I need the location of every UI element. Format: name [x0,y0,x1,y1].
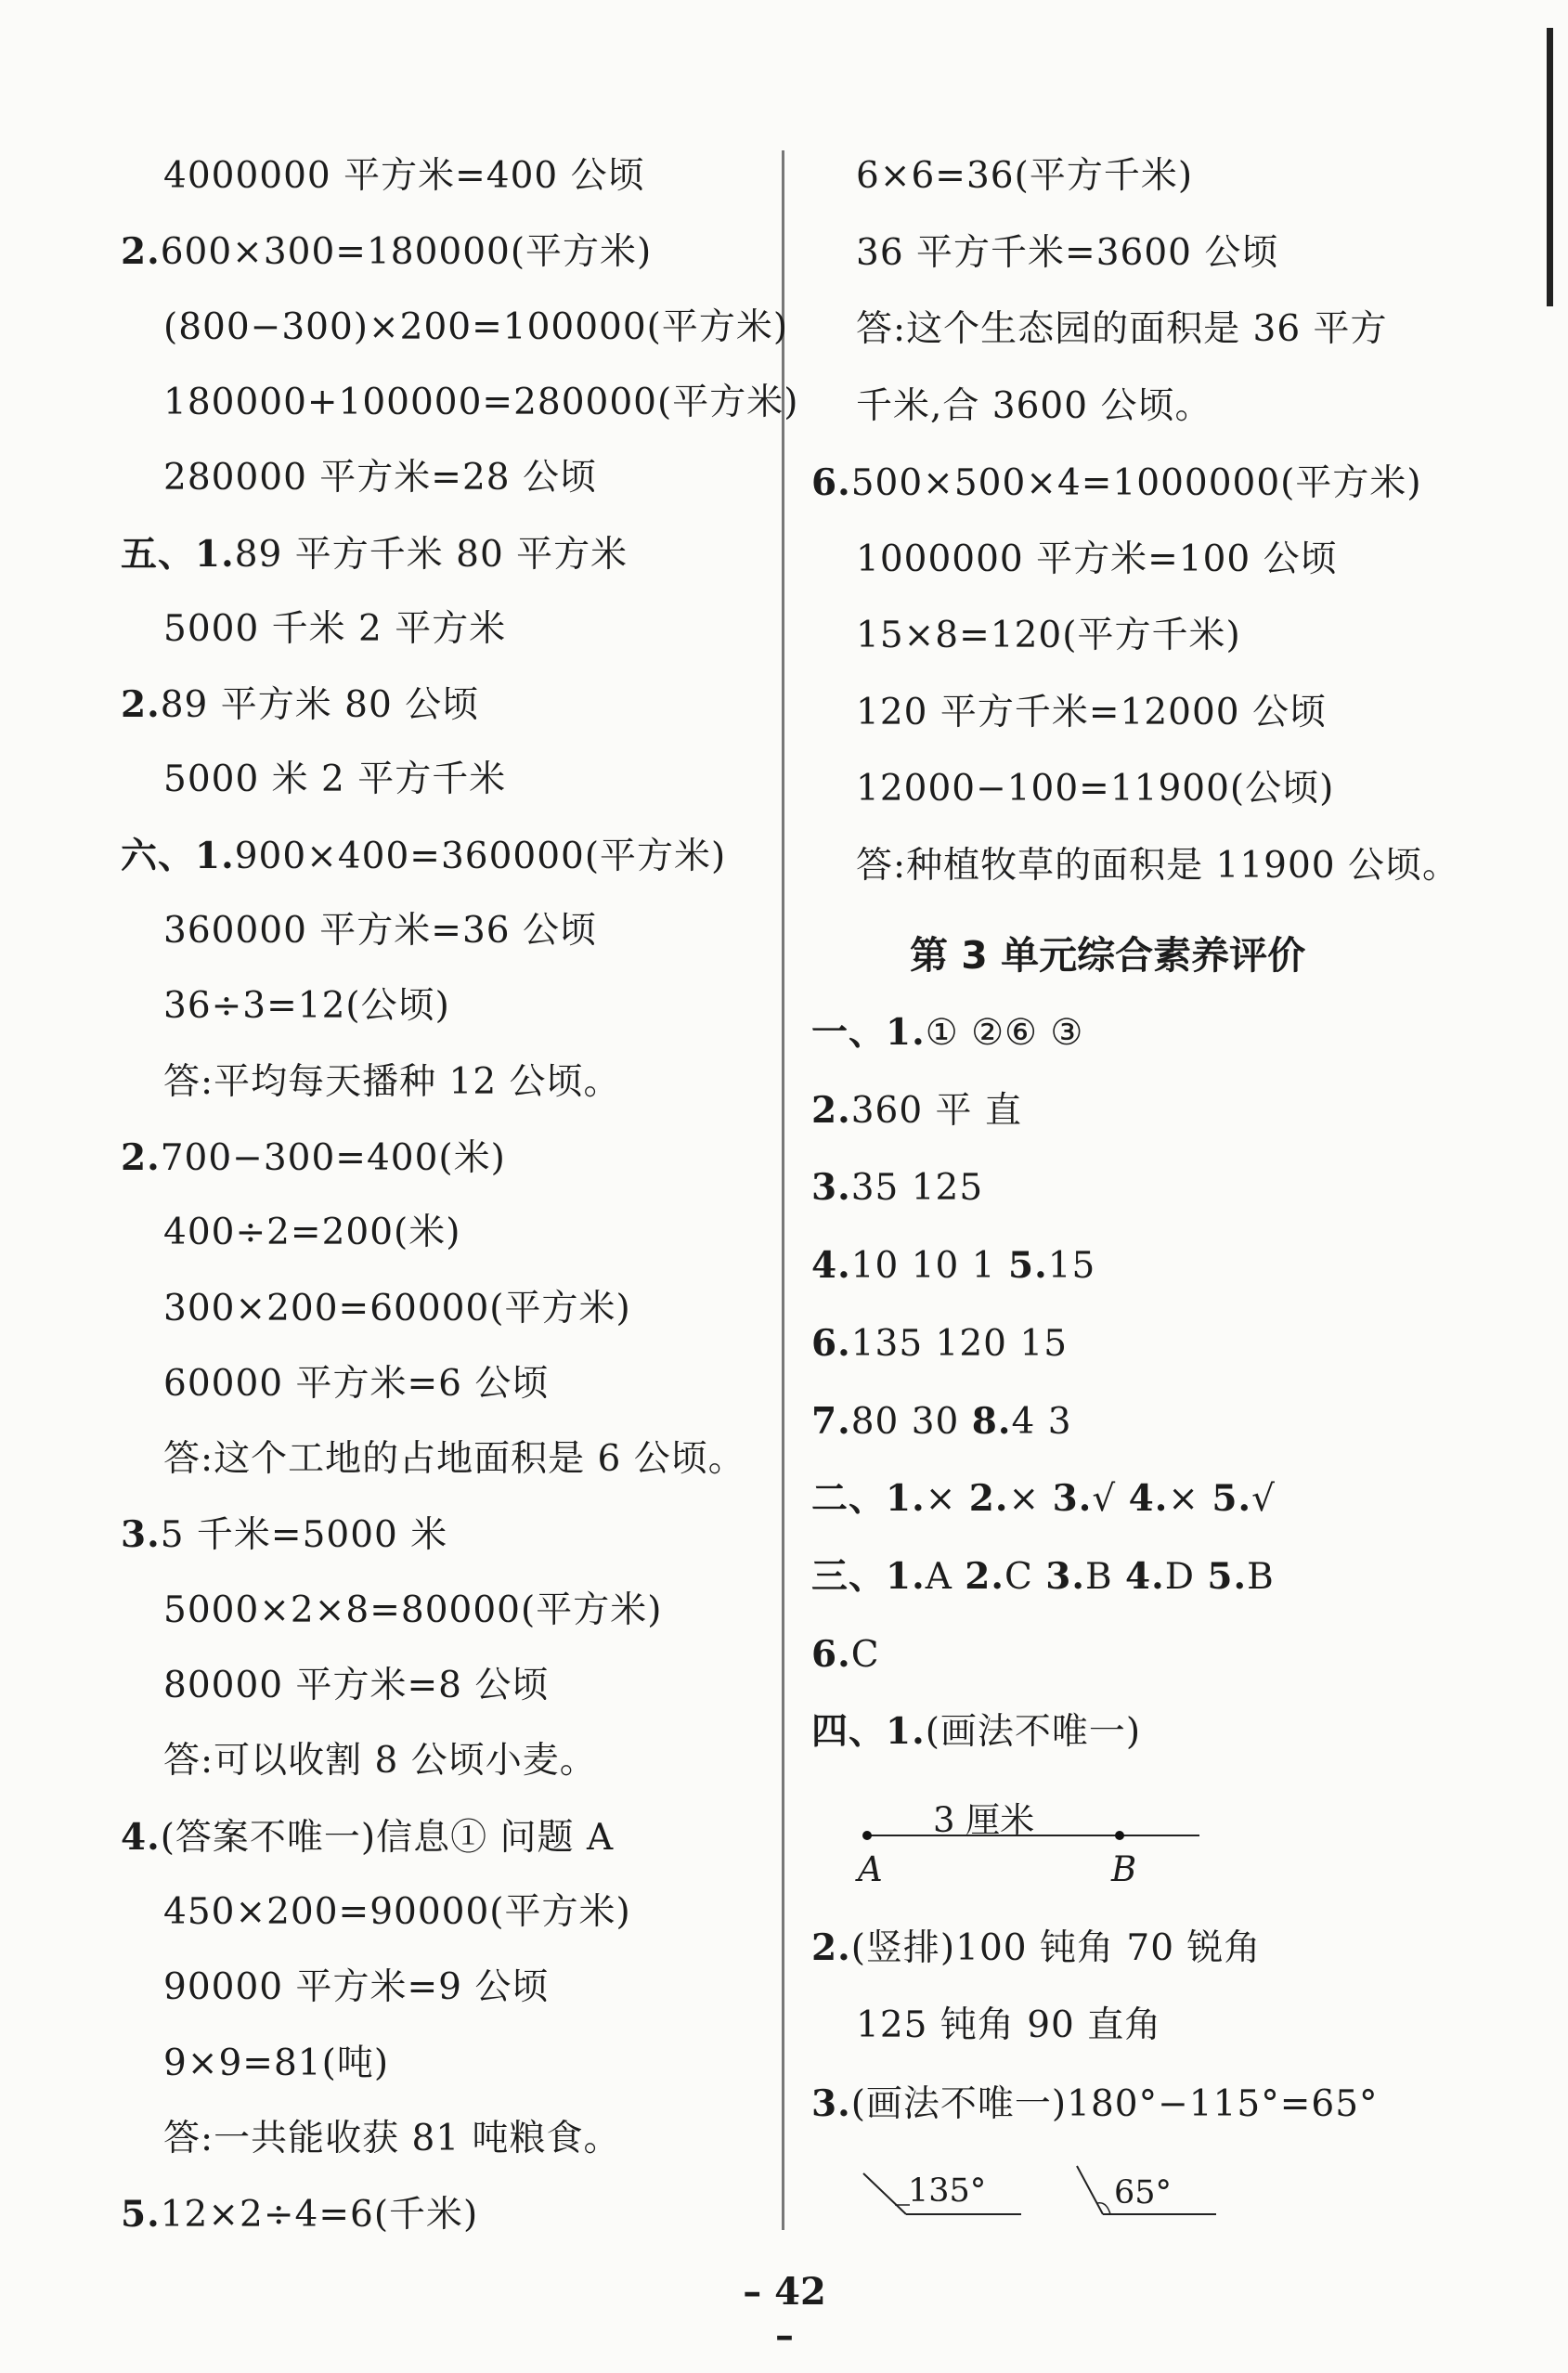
question-number: 2. [811,1926,851,1969]
answer-text: 答:这个生态园的面积是 36 平方 [856,308,1388,350]
question-number: 3. [811,1166,851,1210]
answer-line [163,1588,662,1634]
answer-line [163,2116,621,2162]
question-number: 四、1. [811,1710,926,1754]
answer-text: 9×9=81(吨) [163,2042,390,2084]
answer-text: 1000000 平方米=100 公顷 [856,538,1338,580]
answer-line [121,2191,478,2238]
answer-text: B [1247,1555,1275,1598]
answer-line [163,1889,631,1936]
angle-135-label: 135° [908,2172,987,2210]
answer-line [811,1553,1275,1601]
segment-figure [854,1796,1225,1899]
answer-line [163,1663,549,1709]
question-number: 6. [811,1321,851,1365]
answer-line [163,1210,460,1256]
answer-text: 90000 平方米=9 公顷 [163,1966,550,2009]
answer-text: 360000 平方米=36 公顷 [163,910,597,952]
question-number: 4. [1128,1477,1169,1521]
answer-line [163,1059,621,1106]
answer-text: (画法不唯一)180°−115°=65° [850,2083,1379,2125]
answer-line [163,380,798,426]
answer-line [856,690,1327,736]
answer-line [811,1164,983,1212]
answer-text: B [1084,1555,1126,1598]
answer-line [811,2081,1379,2128]
answer-line [856,306,1388,353]
answer-line [163,606,506,653]
answer-text: 4000000 平方米=400 公顷 [163,155,645,197]
answer-line [121,228,652,276]
answer-line [811,1631,880,1679]
answer-line [163,455,597,501]
question-number: 6. [811,1632,851,1676]
answer-text: 10 10 1 [850,1245,1008,1288]
answer-line [163,1436,745,1483]
answer-text: 15×8=120(平方千米) [856,615,1241,656]
answer-line [811,1009,1083,1057]
question-number: 二、1. [811,1477,926,1521]
answer-line [856,383,1212,430]
answer-text: (竖排)100 钝角 70 锐角 [850,1927,1262,1969]
answer-text: × [925,1478,969,1521]
question-number: 五、1. [121,532,235,576]
segment-length-label: 3 厘米 [933,1800,1035,1840]
answer-text: 80000 平方米=8 公顷 [163,1665,550,1706]
answer-text: 千米,合 3600 公顷。 [856,384,1212,427]
answer-line [163,983,450,1030]
answer-line [856,613,1241,659]
question-number: 3. [1045,1554,1085,1598]
answer-line [811,1925,1261,1972]
answer-text: 135 120 15 [850,1322,1069,1365]
answer-line [163,305,788,351]
question-number: 2. [968,1477,1009,1521]
answer-line [163,1965,549,2011]
question-number: 8. [971,1399,1012,1443]
question-number: 2. [121,1135,161,1179]
answer-text: 125 钝角 90 直角 [856,2004,1162,2046]
answer-line [811,1475,1276,1523]
answer-text: 300×200=60000(平方米) [163,1287,631,1329]
answer-text: 120 平方千米=12000 公顷 [856,691,1327,733]
answer-line [121,681,479,729]
answer-text: 12×2÷4=6(千米) [160,2194,479,2237]
question-number: 2. [811,1088,851,1132]
answer-text: ① ②⑥ ③ [925,1012,1084,1054]
question-number: 7. [811,1399,851,1443]
column-divider [782,150,784,2230]
angle-65-label: 65° [1114,2174,1173,2211]
answer-text: 400÷2=200(米) [163,1212,461,1254]
question-number: 4. [811,1244,851,1288]
answer-line [163,153,645,200]
answer-text: 900×400=360000(平方米) [234,835,727,877]
answer-line [811,1708,1141,1756]
answer-line [163,757,506,803]
answer-line [163,908,597,954]
answer-text: A [925,1555,965,1598]
answer-line [811,1320,1068,1368]
answer-text: 89 平方千米 80 平方米 [234,533,628,576]
answer-line [856,537,1338,583]
point-b-label: B [1111,1849,1137,1889]
answer-text: 600×300=180000(平方米) [160,231,653,274]
point-a-label: A [858,1849,883,1889]
question-number: 5. [1207,1554,1248,1598]
answer-text: C [850,1633,880,1676]
point-b [1115,1831,1124,1840]
answer-text: D [1164,1555,1208,1598]
answer-line [121,1135,506,1182]
question-number: 一、1. [811,1011,926,1054]
answer-text: 答:可以收割 8 公顷小麦。 [163,1740,597,1783]
question-number: 4. [1125,1554,1165,1598]
answer-text: 5000 米 2 平方千米 [163,759,507,801]
question-number: 三、1. [811,1554,926,1598]
answer-line [121,833,726,880]
answer-line [856,843,1459,889]
answer-text: 280000 平方米=28 公顷 [163,457,597,499]
question-number: 5. [1212,1477,1252,1521]
question-number: 4. [121,1815,161,1859]
answer-line [121,1511,447,1559]
answer-text: × [1008,1478,1053,1521]
answer-text: (800−300)×200=100000(平方米) [163,305,789,348]
answer-line [856,766,1334,812]
answer-text: 答:平均每天播种 12 公顷。 [163,1060,621,1103]
answer-text: 答:这个工地的占地面积是 6 公顷。 [163,1438,745,1481]
question-number: 2. [965,1554,1004,1598]
answer-text: 35 125 [850,1167,984,1210]
answer-text: 答:种植牧草的面积是 11900 公顷。 [856,844,1459,887]
answer-line [163,1361,549,1407]
answer-line [121,531,628,578]
answer-text: 5000×2×8=80000(平方米) [163,1588,663,1631]
answer-text: 36÷3=12(公顷) [163,985,450,1028]
answer-line [856,2003,1161,2049]
question-number: 2. [121,683,161,727]
answer-text: 6×6=36(平方千米) [856,155,1194,197]
answer-text: 5 千米=5000 米 [160,1514,448,1557]
answer-text: 5000 千米 2 平方米 [163,607,507,650]
answer-text: √ [1251,1478,1276,1521]
answer-line [811,1398,1072,1446]
answer-line [856,153,1193,200]
answer-text: 700−300=400(米) [160,1136,506,1179]
question-number: 3. [121,1513,161,1557]
answer-line [856,230,1278,277]
answer-text: × [1168,1478,1212,1521]
question-number: 2. [121,230,161,274]
page-number: – 42 – [743,2270,826,2357]
answer-text: √ [1092,1478,1129,1521]
answer-line [163,1286,631,1332]
answer-line [811,460,1422,507]
question-number: 六、1. [121,834,235,877]
answer-line [811,1242,1095,1290]
answer-line [163,1738,597,1784]
answer-text: 80 30 [850,1400,972,1443]
answer-text: (答案不唯一)信息① 问题 A [160,1816,615,1859]
answer-text: 360 平 直 [850,1089,1022,1132]
answer-text: (画法不唯一) [925,1711,1142,1754]
question-number: 6. [811,461,851,504]
question-number: 5. [1007,1244,1048,1288]
answer-text: 450×200=90000(平方米) [163,1890,631,1933]
answer-line [121,1814,614,1861]
answer-line [163,2041,389,2087]
answer-text: 89 平方米 80 公顷 [160,684,480,727]
page-edge-mark [1547,28,1553,306]
section-heading: 第 3 单元综合素养评价 [910,933,1306,978]
answer-text: C [1004,1555,1046,1598]
point-a [862,1831,872,1840]
question-number: 3. [1052,1477,1093,1521]
answer-text: 36 平方千米=3600 公顷 [856,231,1279,274]
question-number: 5. [121,2193,161,2237]
answer-line [811,1087,1022,1135]
answer-text: 15 [1047,1245,1096,1288]
answer-text: 12000−100=11900(公顷) [856,768,1335,810]
answer-text: 60000 平方米=6 公顷 [163,1362,550,1405]
answer-text: 180000+100000=280000(平方米) [163,381,799,423]
answer-text: 答:一共能收获 81 吨粮食。 [163,2117,621,2159]
answer-text: 500×500×4=1000000(平方米) [850,462,1422,504]
answer-text: 4 3 [1011,1400,1072,1443]
question-number: 3. [811,2082,851,2125]
